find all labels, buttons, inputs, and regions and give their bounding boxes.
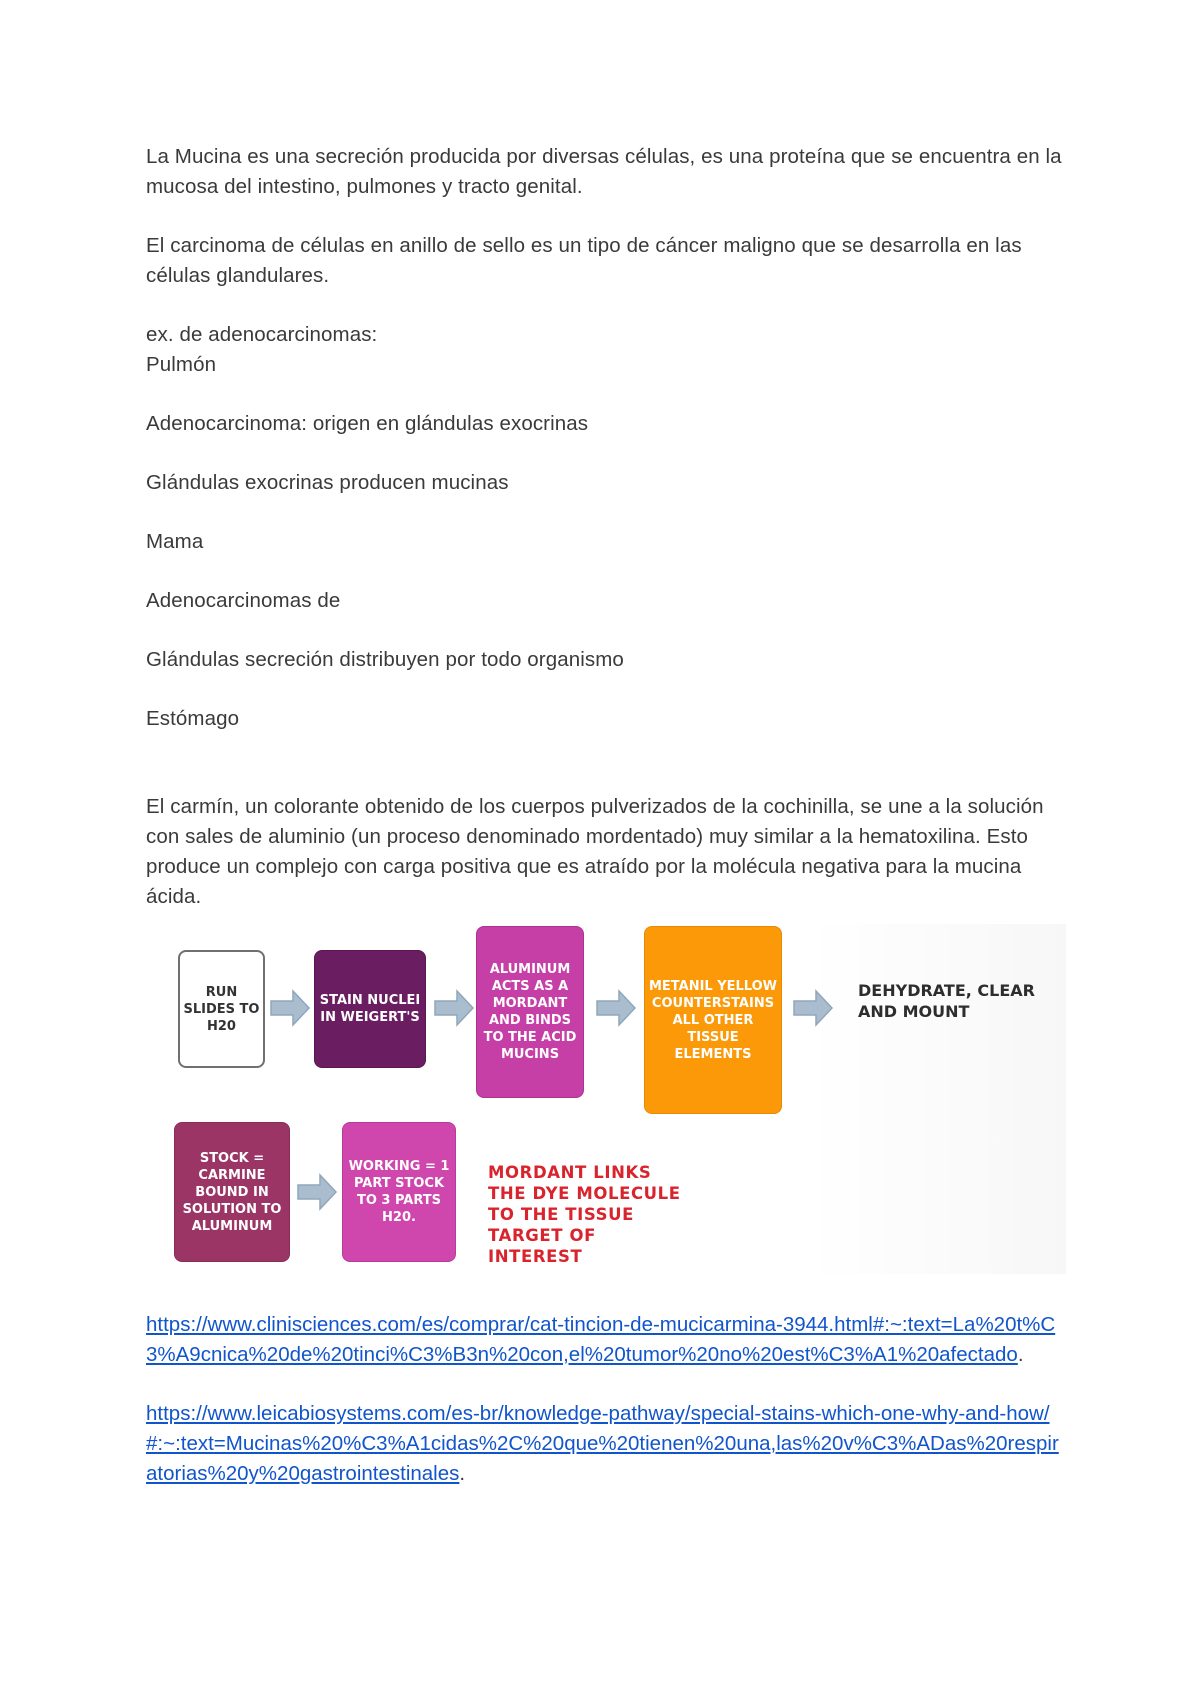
step-aluminum-mordant-box: ALUMINUM ACTS AS A MORDANT AND BINDS TO THE ACID MUCINS	[476, 926, 584, 1098]
reference-leicabiosystems	[146, 1399, 1066, 1489]
link-leicabiosystems[interactable]: https://www.leicabiosystems.com/es-br/knowledge-pathway/special-stains-which-one-why-and-how/#:~:text=Mucinas%20%C3%A1cidas%2C%20que%20tienen%20una,las%20v%C3%ADas%20respiratorias%20y%20gastrointestinales	[146, 1402, 1059, 1485]
step-metanil-yellow-box: METANIL YELLOW COUNTERSTAINS ALL OTHER TISSUE ELEMENTS	[644, 926, 782, 1114]
arrow-right-icon	[296, 1172, 338, 1212]
reference-clinisciences	[146, 1310, 1066, 1370]
paragraph-carcinoma: El carcinoma de células en anillo de sello es un tipo de cáncer maligno que se desarrolla en las células glandulares.	[146, 234, 1022, 287]
paragraph-carmin: El carmín, un colorante obtenido de los cuerpos pulverizados de la cochinilla, se une a la solución con sales de aluminio (un proceso denominado mordentado) muy similar a la hematoxilina. Esto produce un complejo con carga positiva que es atraído por la molécula negativa para la mucina ácida.	[146, 795, 1044, 908]
mucicarmine-stain-diagram	[146, 924, 1066, 1274]
link-period: .	[459, 1462, 466, 1485]
paragraph-pulmon: Pulmón	[146, 353, 217, 376]
mordant-note-text: MORDANT LINKS THE DYE MOLECULE TO THE TISSUE TARGET OF INTEREST	[488, 1163, 681, 1266]
paragraph-mama: Mama	[146, 530, 204, 553]
paragraph-glandulas-secrecion: Glándulas secreción distribuyen por todo organismo	[146, 648, 624, 671]
arrow-right-icon	[433, 988, 475, 1028]
step-run-slides-box: RUN SLIDES TO H20	[178, 950, 265, 1068]
link-clinisciences[interactable]: https://www.clinisciences.com/es/comprar/cat-tincion-de-mucicarmina-3944.html#:~:text=La%20t%C3%A9cnica%20de%20tinci%C3%B3n%20con,el%20tumor%20no%20est%C3%A1%20afectado	[146, 1313, 1056, 1366]
step-stain-nuclei-box: STAIN NUCLEI IN WEIGERT'S	[314, 950, 426, 1068]
paragraph-glandulas-exocrinas: Glándulas exocrinas producen mucinas	[146, 471, 509, 494]
arrow-right-icon	[595, 988, 637, 1028]
paragraph-examples-heading: ex. de adenocarcinomas:	[146, 323, 378, 346]
arrow-right-icon	[792, 988, 834, 1028]
paragraph-mucina: La Mucina es una secreción producida por diversas células, es una proteína que se encuentra en la mucosa del intestino, pulmones y tracto genital.	[146, 145, 1062, 198]
link-period: .	[1017, 1343, 1024, 1366]
stock-carmine-box: STOCK = CARMINE BOUND IN SOLUTION TO ALUMINUM	[174, 1122, 290, 1262]
working-solution-box: WORKING = 1 PART STOCK TO 3 PARTS H20.	[342, 1122, 456, 1262]
paragraph-estomago: Estómago	[146, 707, 240, 730]
step-dehydrate-text: DEHYDRATE, CLEAR AND MOUNT	[858, 981, 1035, 1021]
document-page	[146, 142, 1066, 1518]
arrow-right-icon	[269, 988, 311, 1028]
paragraph-adenocarcinoma-origin: Adenocarcinoma: origen en glándulas exocrinas	[146, 412, 589, 435]
paragraph-adenocarcinomas-de: Adenocarcinomas de	[146, 589, 341, 612]
